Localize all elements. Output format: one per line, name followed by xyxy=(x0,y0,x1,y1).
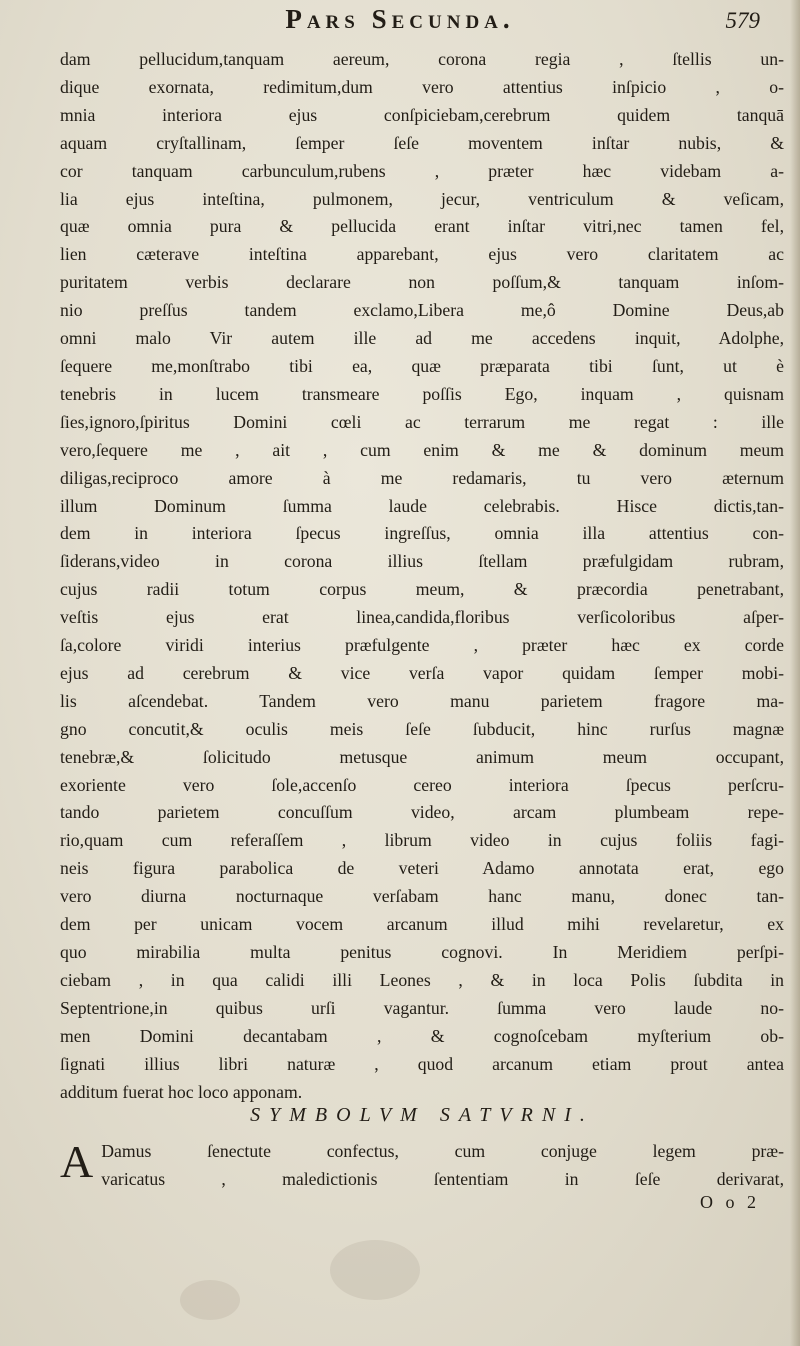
text-line: puritatem verbis declarare non poſſum,& tanquam inſom- xyxy=(60,272,784,293)
text-line: neis figura parabolica de veteri Adamo annotata erat, ego xyxy=(60,858,784,879)
text-line: mnia interiora ejus conſpiciebam,cerebrum quidem tanquā xyxy=(60,104,784,125)
text-line: additum fuerat hoc loco apponam. xyxy=(60,1081,303,1102)
text-line: quo mirabilia multa penitus cognovi. In Meridiem perſpi- xyxy=(60,942,784,962)
drop-initial: A xyxy=(60,1136,94,1187)
signature-mark: O o 2 xyxy=(700,1192,760,1212)
text-line: tando parietem concuſſum video, arcam plumbeam repe- xyxy=(60,802,784,823)
text-line: lis aſcendebat. Tandem vero manu parietem fragore ma- xyxy=(60,690,784,711)
text-line: omni malo Vir autem ille ad me accedens inquit, Adolphe, xyxy=(60,328,784,349)
running-head: Pars Secunda. xyxy=(285,4,515,34)
text-line: dem per unicam vocem arcanum illud mihi revelaretur, ex xyxy=(60,914,784,935)
page-edge-shadow xyxy=(790,0,800,1346)
text-line: gno concutit,& oculis meis ſeſe ſubducit, hinc rurſus magnæ xyxy=(60,718,784,739)
text-line: exoriente vero ſole,accenſo cereo interiora ſpecus perſcru- xyxy=(60,774,784,795)
main-text-block xyxy=(60,46,784,1106)
text-line: lien cæterave inteſtina apparebant, ejus vero claritatem ac xyxy=(60,244,784,265)
text-line: rio,quam cum referaſſem , librum video in cujus foliis fagi- xyxy=(60,830,784,851)
paper-stain xyxy=(180,1280,240,1320)
text-line: ſies,ignoro,ſpiritus Domini cœli ac terrarum me regat : ille xyxy=(60,411,784,432)
text-line: lia ejus inteſtina, pulmonem, jecur, ventriculum & veſicam, xyxy=(60,188,784,209)
section-text-line: varicatus , maledictionis ſententiam in ſeſe derivarat, xyxy=(101,1168,784,1189)
text-line: ciebam , in qua calidi illi Leones , & in loca Polis ſubdita in xyxy=(60,969,784,990)
text-line: Septentrione,in quibus urſi vagantur. ſumma vero laude no- xyxy=(60,997,784,1018)
section-title: SYMBOLVM SATVRNI. xyxy=(250,1104,594,1126)
text-line: vero diurna nocturnaque verſabam hanc manu, donec tan- xyxy=(60,886,784,907)
text-line: ſequere me,monſtrabo tibi ea, quæ præparata tibi ſunt, ut è xyxy=(60,355,784,376)
section-text-block xyxy=(60,1138,784,1194)
text-line: tenebris in lucem transmeare poſſis Ego, inquam , quisnam xyxy=(60,383,784,404)
text-line: dem in interiora ſpecus ingreſſus, omnia illa attentius con- xyxy=(60,523,784,544)
text-line: dique exornata, redimitum,dum vero attentius inſpicio , o- xyxy=(60,76,784,97)
text-line: cujus radii totum corpus meum, & præcordia penetrabant, xyxy=(60,579,784,600)
text-line: veſtis ejus erat linea,candida,floribus verſicoloribus aſper- xyxy=(60,607,784,628)
paper-stain xyxy=(330,1240,420,1300)
section-text-line: Damus ſenectute confectus, cum conjuge legem præ- xyxy=(101,1141,784,1161)
text-line: vero,ſequere me , ait , cum enim & me & dominum meum xyxy=(60,439,784,460)
page-number: 579 xyxy=(725,8,760,33)
page-header xyxy=(0,4,800,44)
text-line: tenebræ,& ſolicitudo metusque animum meum occupant, xyxy=(60,746,784,767)
text-line: ſa,colore viridi interius præfulgente , præter hæc ex corde xyxy=(60,635,784,656)
text-line: nio preſſus tandem exclamo,Libera me,ô Domine Deus,ab xyxy=(60,300,784,321)
text-line: quæ omnia pura & pellucida erant inſtar vitri,nec tamen fel, xyxy=(60,216,784,237)
text-line: dam pellucidum,tanquam aereum, corona regia , ſtellis un- xyxy=(60,49,784,69)
text-line: ſiderans,video in corona illius ſtellam præfulgidam rubram, xyxy=(60,551,784,572)
text-line: men Domini decantabam , & cognoſcebam myſterium ob- xyxy=(60,1025,784,1046)
text-line: cor tanquam carbunculum,rubens , præter hæc videbam a- xyxy=(60,160,784,181)
text-line: ejus ad cerebrum & vice verſa vapor quidam ſemper mobi- xyxy=(60,662,784,683)
text-line: illum Dominum ſumma laude celebrabis. Hisce dictis,tan- xyxy=(60,495,784,516)
text-line: aquam cryſtallinam, ſemper ſeſe moventem inſtar nubis, & xyxy=(60,132,784,153)
text-line: ſignati illius libri naturæ , quod arcanum etiam prout antea xyxy=(60,1053,784,1074)
text-line: diligas,reciproco amore à me redamaris, tu vero æternum xyxy=(60,467,784,488)
